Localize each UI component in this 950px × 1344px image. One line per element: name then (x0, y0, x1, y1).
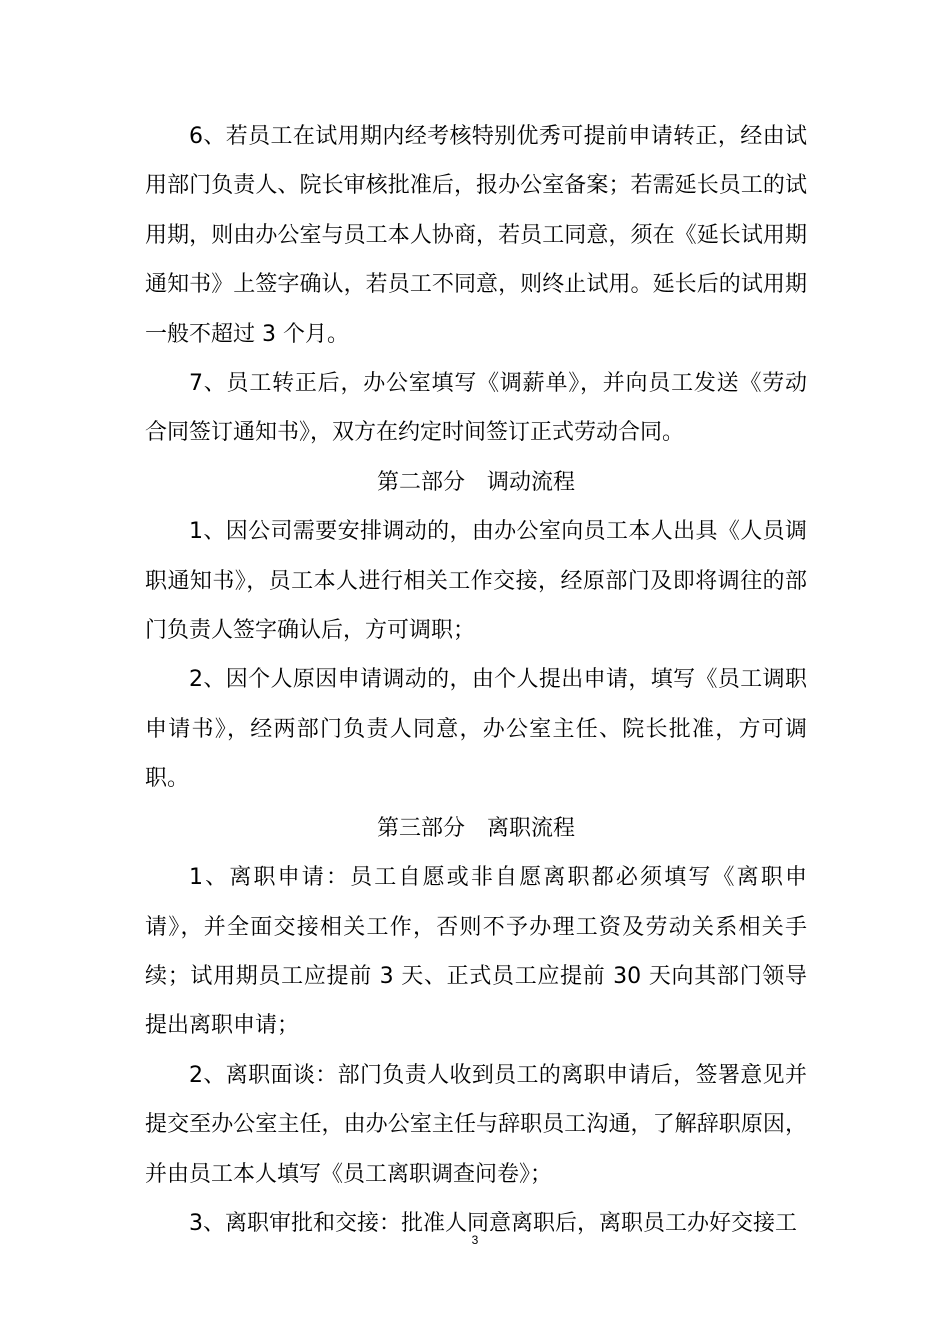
paragraph-trial-7: 7、员工转正后，办公室填写《调薪单》，并向员工发送《劳动合同签订通知书》，双方在约定时间签订正式劳动合同。 (145, 371, 807, 446)
paragraph-transfer-2: 2、因个人原因申请调动的，由个人提出申请，填写《员工调职申请书》，经两部门负责人同意，办公室主任、院长批准，方可调职。 (145, 667, 807, 792)
document-body (145, 112, 807, 1248)
paragraph-resignation-2: 2、离职面谈：部门负责人收到员工的离职申请后，签署意见并提交至办公室主任，由办公室主任与辞职员工沟通，了解辞职原因，并由员工本人填写《员工离职调查问卷》； (145, 1062, 807, 1187)
section-heading-resignation: 第三部分 离职流程 (376, 815, 575, 841)
paragraph-resignation-1: 1、离职申请：员工自愿或非自愿离职都必须填写《离职申请》，并全面交接相关工作，否则不予办理工资及劳动关系相关手续；试用期员工应提前 3 天、正式员工应提前 30 天向其部门领导提出离职申请； (145, 865, 807, 1039)
section-heading-transfer: 第二部分 调动流程 (376, 469, 575, 495)
paragraph-trial-6: 6、若员工在试用期内经考核特别优秀可提前申请转正，经由试用部门负责人、院长审核批准后，报办公室备案；若需延长员工的试用期，则由办公室与员工本人协商，若员工同意，须在《延长试用期通知书》上签字确认，若员工不同意，则终止试用。延长后的试用期一般不超过 3 个月。 (145, 124, 807, 347)
page-number: 3 (471, 1233, 479, 1247)
paragraph-transfer-1: 1、因公司需要安排调动的，由办公室向员工本人出具《人员调职通知书》，员工本人进行相关工作交接，经原部门及即将调往的部门负责人签字确认后，方可调职； (145, 519, 807, 644)
paragraph-resignation-3: 3、离职审批和交接：批准人同意离职后，离职员工办好交接工 (189, 1210, 797, 1236)
